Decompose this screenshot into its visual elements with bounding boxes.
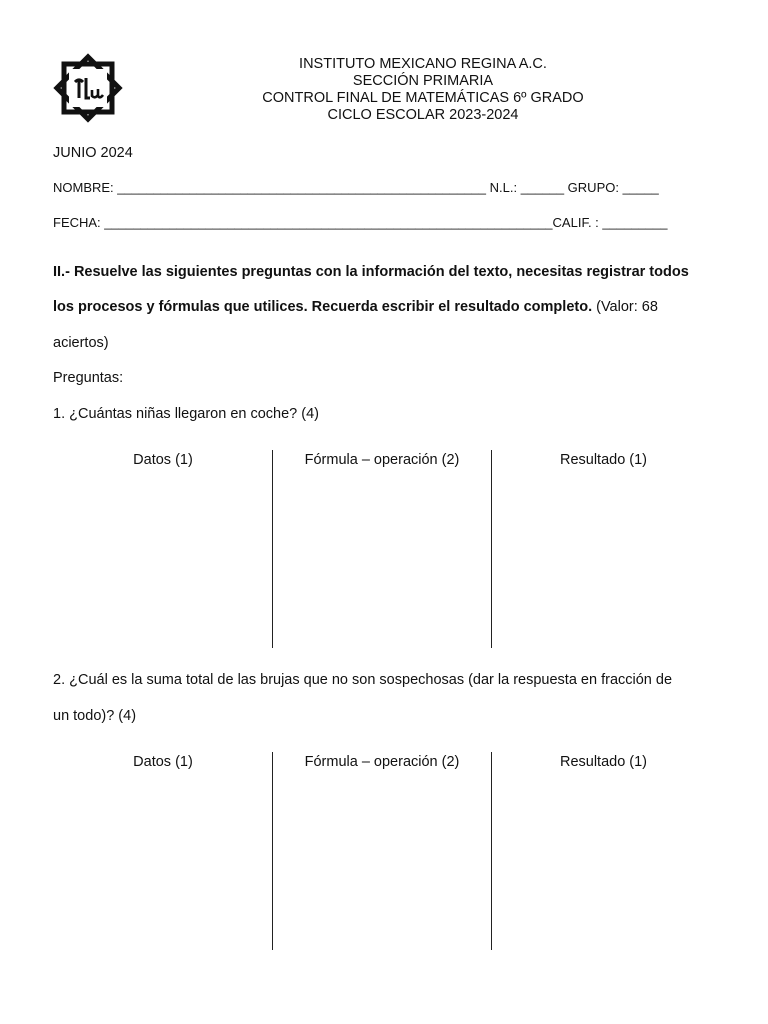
- result-column-header: Resultado (1): [559, 754, 648, 770]
- date-field-row: FECHA: ______________________________________________________________CALIF. : _________: [53, 215, 668, 230]
- answer-table-2: [53, 752, 715, 950]
- data-column: [53, 450, 273, 648]
- exam-date: JUNIO 2024: [53, 145, 133, 161]
- instructions-line-2: [53, 299, 733, 315]
- instructions-line-3: aciertos): [53, 335, 109, 351]
- section-name: SECCIÓN PRIMARIA: [352, 73, 494, 89]
- result-column: [492, 752, 715, 950]
- result-column-header: Resultado (1): [559, 452, 648, 468]
- instructions-bold-1: II.- Resuelve las siguientes preguntas con la información del texto, necesitas registrar todos: [53, 264, 689, 280]
- document-header: [190, 56, 656, 124]
- questions-label: Preguntas:: [53, 370, 124, 386]
- data-column: [53, 752, 273, 950]
- exam-title: CONTROL FINAL DE MATEMÁTICAS 6º GRADO: [262, 90, 584, 106]
- instructions-value: (Valor: 68: [592, 299, 658, 315]
- data-column-header: Datos (1): [133, 452, 193, 468]
- question-1-text: 1. ¿Cuántas niñas llegaron en coche? (4): [53, 406, 319, 422]
- question-2-text-line-2: un todo)? (4): [53, 708, 137, 724]
- formula-column: [273, 450, 491, 648]
- instructions-line-1: [53, 264, 733, 280]
- formula-column: [273, 752, 491, 950]
- formula-column-header: Fórmula – operación (2): [304, 754, 460, 770]
- name-field-row: NOMBRE: ___________________________________________________ N.L.: ______ GRUPO: _____: [53, 180, 659, 195]
- instructions-bold-2: los procesos y fórmulas que utilices. Recuerda escribir el resultado completo.: [53, 299, 593, 315]
- answer-table-1: [53, 450, 715, 648]
- institution-name: INSTITUTO MEXICANO REGINA A.C.: [299, 56, 547, 72]
- question-2-text-line-1: 2. ¿Cuál es la suma total de las brujas que no son sospechosas (dar la respuesta en fracción de: [53, 672, 673, 688]
- result-column: [492, 450, 715, 648]
- data-column-header: Datos (1): [133, 754, 193, 770]
- school-logo: [52, 52, 124, 124]
- formula-column-header: Fórmula – operación (2): [304, 452, 460, 468]
- school-year: CICLO ESCOLAR 2023-2024: [327, 107, 519, 123]
